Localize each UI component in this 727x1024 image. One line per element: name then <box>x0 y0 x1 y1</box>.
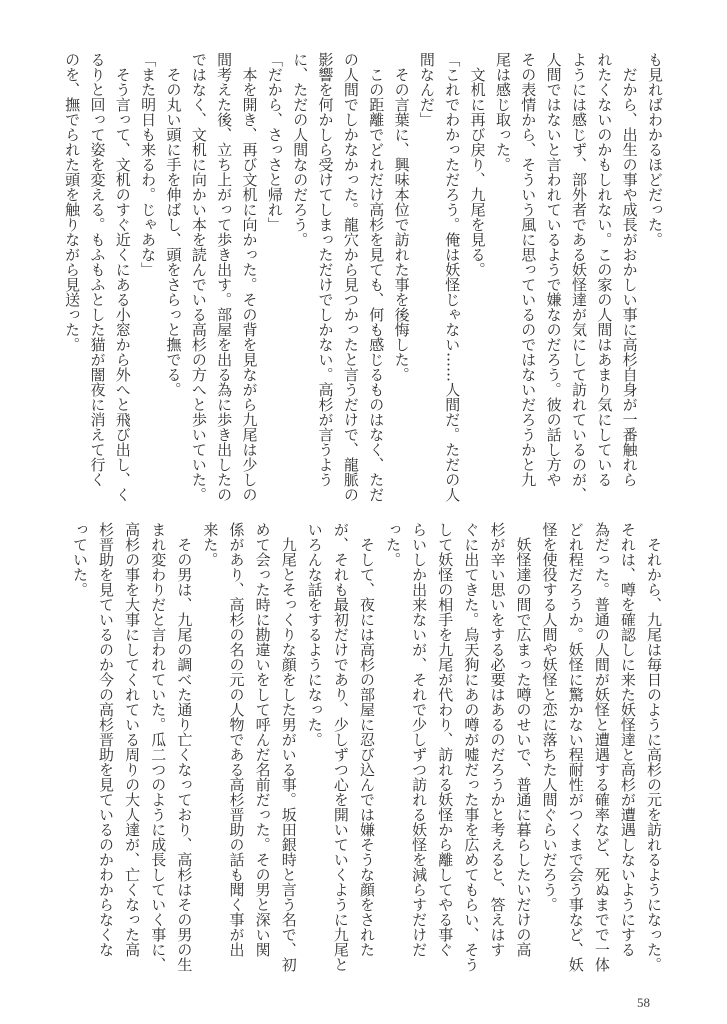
text-column: 文机に再び戻り、九尾を見る。 <box>468 52 487 277</box>
text-column: そう言って、文机のすぐ近くにある小窓から外へと飛び出し、く <box>113 52 132 502</box>
text-column: 杉晋助を見ているのか今の高杉晋助を見ているのかわからなくな <box>97 522 116 957</box>
text-column: 来た。 <box>201 522 220 567</box>
text-column: も見ればわかるほどだった。 <box>646 52 664 247</box>
text-column: その言葉に、興味本位で訪れた事を後悔した。 <box>392 52 411 382</box>
text-column: 尾は感じ取った。 <box>493 52 512 172</box>
text-column: が、それも最初だけであり、少しずつ心を開いていくように九尾と <box>331 522 350 972</box>
text-column: 「これでわかっただろう。俺は妖怪じゃない……人間だ。ただの人 <box>443 52 462 502</box>
text-column: っていた。 <box>70 522 89 597</box>
text-column: そして、夜には高杉の部屋に忍び込んでは嫌そうな顔をされた <box>357 522 376 957</box>
text-column: の人間でしかなかった。龍穴から見つかったと言うだけで、龍脈の <box>341 52 360 502</box>
text-column: 人間ではないと言われているようで嫌なのだろう。彼の話し方や <box>544 52 563 487</box>
text-column: 九尾とそっくりな顔をした男がいる事。坂田銀時と言う名で、初 <box>279 522 298 972</box>
text-column: 為だった。普通の人間が妖怪と遭遇する確率など、死ぬまでで一体 <box>592 522 611 972</box>
text-column: めて会った時に勘違いをして呼んだ名前だった。その男と深い関 <box>253 522 272 957</box>
page-number: 58 <box>637 995 650 1010</box>
text-column: どれ程だろうか。妖怪に驚かない程耐性がつくまで会う事など、妖 <box>566 522 585 972</box>
text-column: その丸い頭に手を伸ばし、頭をさらっと撫でる。 <box>164 52 183 397</box>
text-column: らいしか出来ないが、それで少しずつ訪れる妖怪を減らすだけだ <box>410 522 429 957</box>
text-column: 怪を使役する人間や妖怪と恋に落ちた人間ぐらいだろう。 <box>540 522 559 912</box>
text-column: ぐに出てきた。烏天狗にあの噂が嘘だった事を広めてもらい、そう <box>462 522 481 972</box>
text-column: まれ変わりだと言われていた。瓜二つのように成長していく事に、 <box>149 522 168 972</box>
text-column: ではなく、文机に向かい本を読んでいる高杉の方へと歩いていた。 <box>189 52 208 502</box>
text-column: 係があり、高杉の名の元の人物である高杉晋助の話も聞く事が出 <box>227 522 246 957</box>
text-column: 影響を何かしら受けてしまっただけでしかない。高杉が言うよう <box>316 52 335 487</box>
text-column: るりと回って姿を変える。もふもふとした猫が闇夜に消えて行く <box>88 52 107 487</box>
text-column: その男は、九尾の調べた通り亡くなっており、高杉はその男の生 <box>175 522 194 972</box>
text-column: この距離でどれだけ高杉を見ても、何も感じるものはなく、ただ <box>367 52 386 502</box>
text-column: れたくないのかもしれない。この家の人間はあまり気にしている <box>595 52 614 487</box>
text-column: 高杉の事を大事にしてくれている周りの大人達が、亡くなった高 <box>123 522 142 957</box>
text-column: 「また明日も来るわ。じゃあな」 <box>139 52 158 277</box>
text-column: して妖怪の相手を九尾が代わり、訪れる妖怪から離してやる事ぐ <box>436 522 455 957</box>
text-column: に、ただの人間なのだろう。 <box>291 52 310 247</box>
text-column: のを、撫でられた頭を触りながら見送った。 <box>63 52 82 352</box>
text-column: 妖怪達の間で広まった噂のせいで、普通に暮らしたいだけの高 <box>514 522 533 957</box>
text-column: 杉が辛い思いをする必要はあるのだろうかと考えると、答えはす <box>488 522 507 957</box>
text-column: それは、噂を確認しに来た妖怪達と高杉が遭遇しないようにする <box>618 522 637 957</box>
text-column: それから、九尾は毎日のように高杉の元を訪れるようになった。 <box>645 522 663 972</box>
text-column: 本を開き、再び文机に向かった。その背を見ながら九尾は少しの <box>240 52 259 502</box>
text-column: だから、出生の事や成長がおかしい事に高杉自身が一番触れら <box>620 52 639 487</box>
text-column: 間考えた後、立ち上がって歩き出す。部屋を出る為に歩き出したの <box>215 52 234 502</box>
text-column: 「だから、さっさと帰れ」 <box>265 52 284 232</box>
upper-text-block <box>59 52 667 518</box>
text-column: その表情から、そういう風に思っているのではないだろうかと九 <box>519 52 538 487</box>
lower-text-block <box>67 522 667 990</box>
text-column: 間なんだ」 <box>417 52 436 127</box>
text-column: ようには感じず、部外者である妖怪達が気にして訪れているのが、 <box>569 52 588 502</box>
text-column: った。 <box>384 522 403 567</box>
text-column: いろんな話をするようになった。 <box>305 522 324 747</box>
